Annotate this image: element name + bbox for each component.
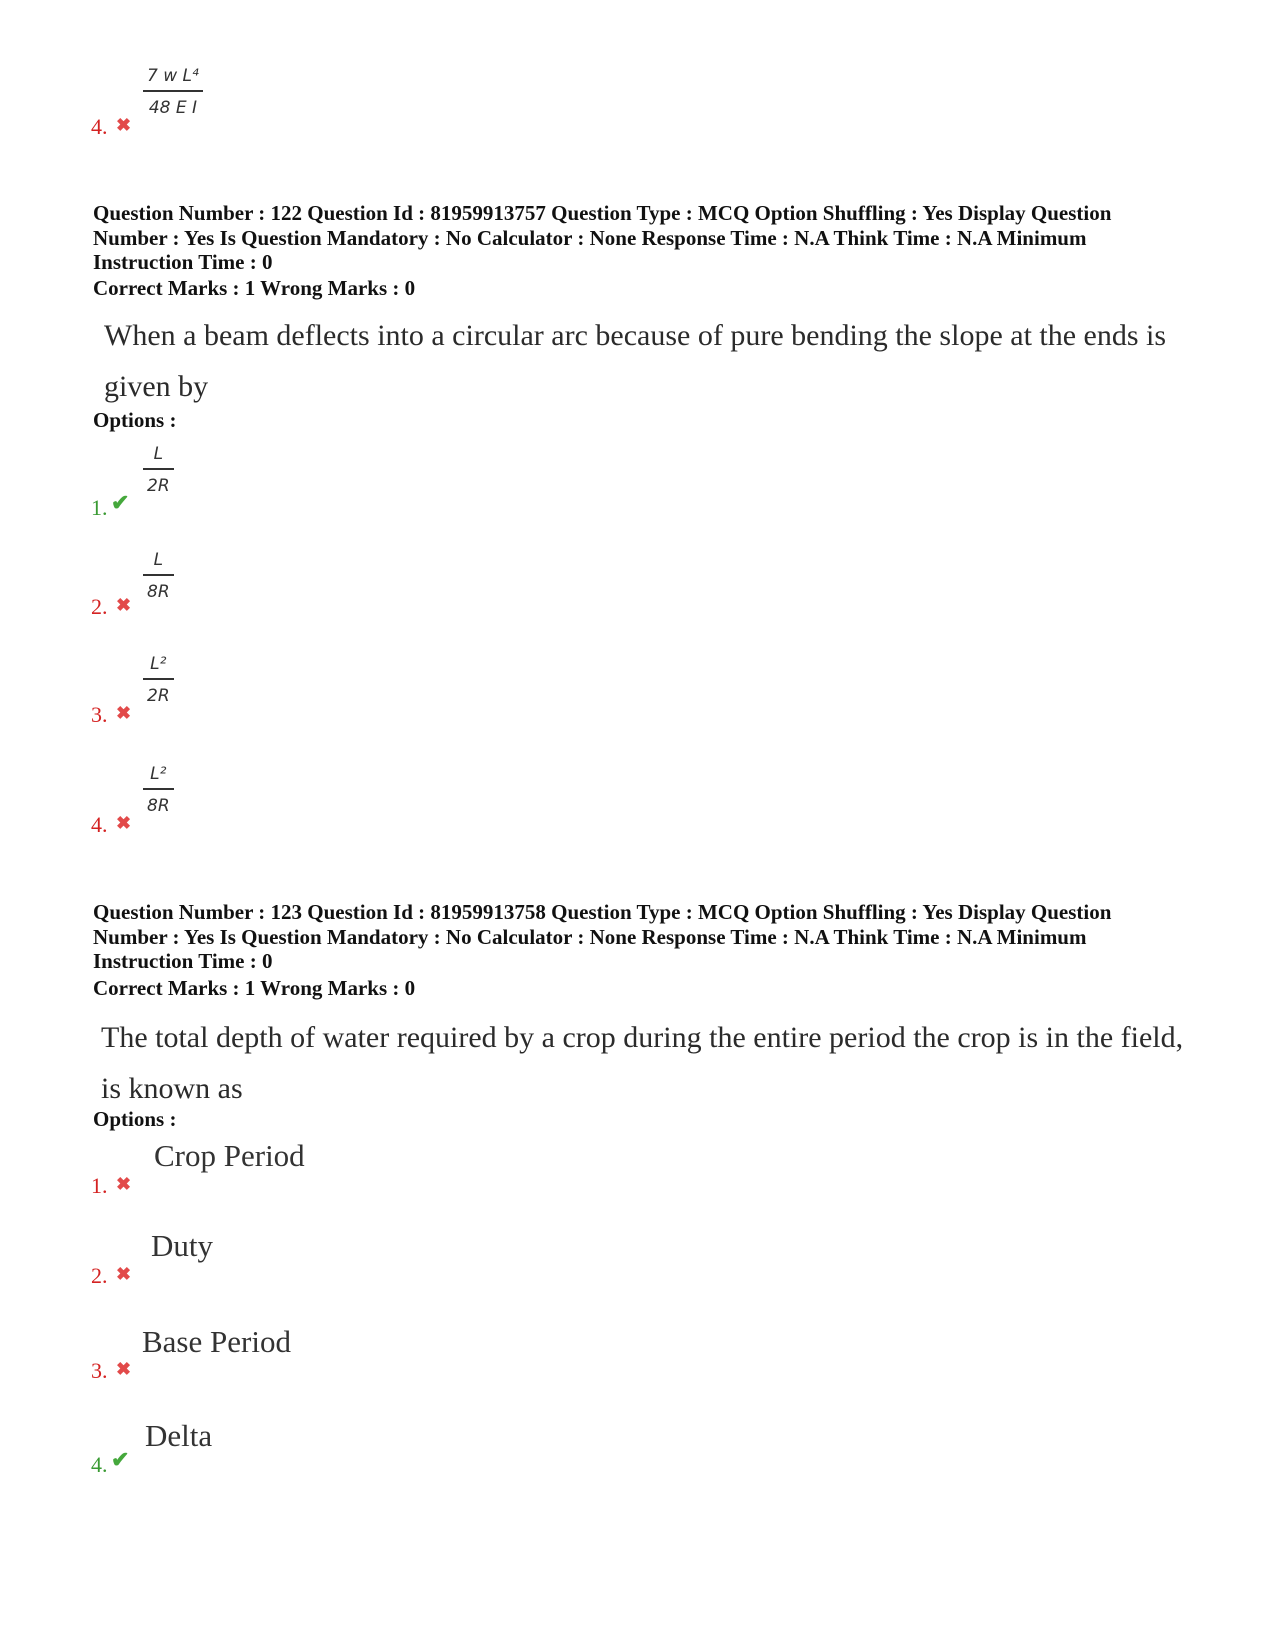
question-text-line: The total depth of water required by a crop during the entire period the crop is in the field, xyxy=(101,1021,1184,1054)
option-formula xyxy=(143,652,174,708)
option-formula xyxy=(143,442,174,498)
question-marks: Correct Marks : 1 Wrong Marks : 0 xyxy=(93,976,416,1000)
question-text-line: is known as xyxy=(101,1072,243,1105)
cross-icon: ✖ xyxy=(116,115,132,135)
formula-denominator: 8R xyxy=(147,796,170,816)
question-meta: Question Number : 122 Question Id : 81959913757 Question Type : MCQ Option Shuffling : Yes Display Question Number : Yes Is Question Mandatory : No Calculator : None Response Time : N.A Think Time : N.A Minimum Instruction Time : 0 xyxy=(93,201,1112,274)
question-text xyxy=(101,1012,1201,1114)
option-text: Crop Period xyxy=(154,1138,305,1173)
cross-icon: ✖ xyxy=(116,1174,132,1194)
option-number: 3. xyxy=(91,702,108,727)
formula-numerator: L² xyxy=(150,764,167,784)
check-icon: ✔ xyxy=(111,1447,130,1472)
check-icon: ✔ xyxy=(111,490,130,515)
cross-icon: ✖ xyxy=(116,1264,132,1284)
option-number: 4. xyxy=(91,812,108,837)
formula-denominator: 8R xyxy=(147,582,170,602)
formula-denominator: 48 E I xyxy=(148,98,198,118)
cross-icon: ✖ xyxy=(116,595,132,615)
options-label: Options : xyxy=(93,1107,177,1131)
option-number: 2. xyxy=(91,594,108,619)
formula-denominator: 2R xyxy=(147,476,170,496)
option-number: 1. xyxy=(91,495,108,520)
formula-numerator: L² xyxy=(150,654,167,674)
option-text: Base Period xyxy=(142,1324,291,1359)
cross-icon: ✖ xyxy=(116,813,132,833)
cross-icon: ✖ xyxy=(116,1359,132,1379)
question-text-line: given by xyxy=(104,370,209,403)
question-meta: Question Number : 123 Question Id : 81959913758 Question Type : MCQ Option Shuffling : Yes Display Question Number : Yes Is Question Mandatory : No Calculator : None Response Time : N.A Think Time : N.A Minimum Instruction Time : 0 xyxy=(93,900,1112,973)
formula-numerator: L xyxy=(153,550,164,570)
question-marks: Correct Marks : 1 Wrong Marks : 0 xyxy=(93,276,416,300)
formula-numerator: 7 w L⁴ xyxy=(147,66,199,86)
formula-denominator: 2R xyxy=(147,686,170,706)
option-number: 4. xyxy=(91,1452,108,1477)
option-number: 3. xyxy=(91,1358,108,1383)
option-number: 1. xyxy=(91,1173,108,1198)
option-formula xyxy=(143,762,174,818)
formula-numerator: L xyxy=(153,444,164,464)
question-text xyxy=(104,310,1204,412)
option-number: 4. xyxy=(91,114,108,139)
option-text: Duty xyxy=(151,1228,213,1263)
options-label: Options : xyxy=(93,408,177,432)
cross-icon: ✖ xyxy=(116,703,132,723)
question-text-line: When a beam deflects into a circular arc because of pure bending the slope at the ends is xyxy=(104,319,1167,352)
option-number: 2. xyxy=(91,1263,108,1288)
top-option-formula xyxy=(143,64,203,120)
option-text: Delta xyxy=(145,1418,213,1453)
option-formula xyxy=(143,548,174,604)
